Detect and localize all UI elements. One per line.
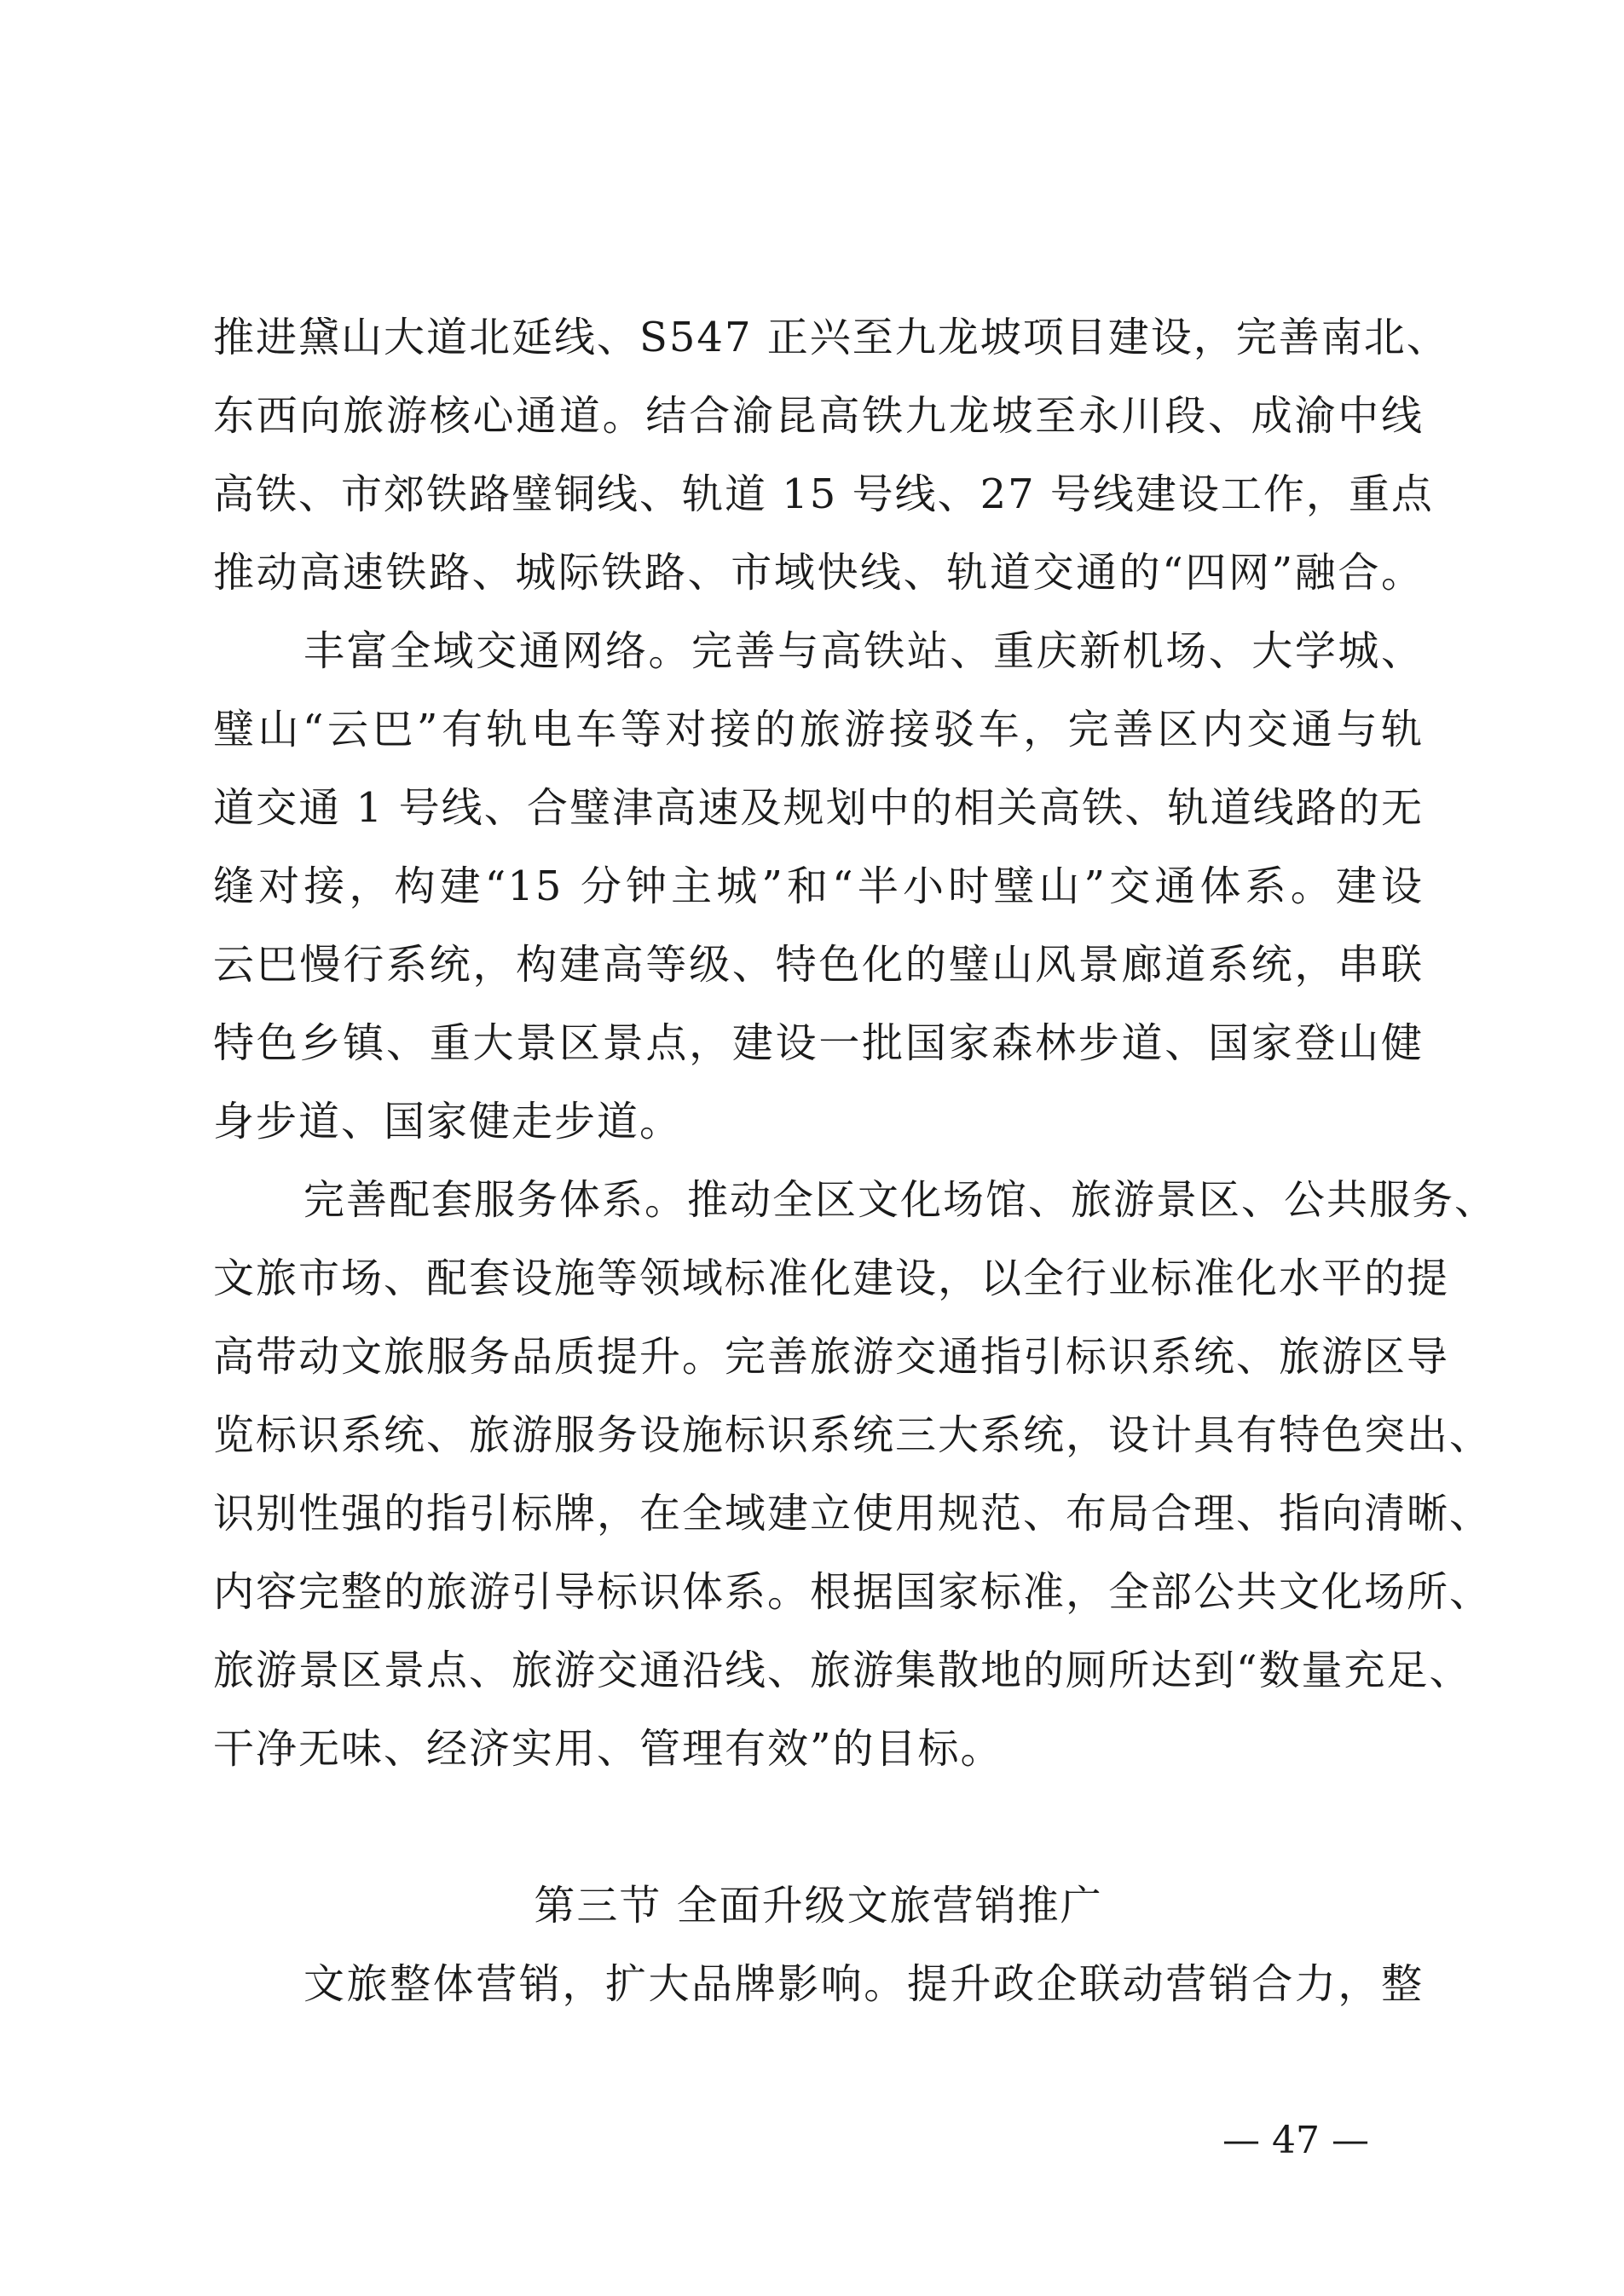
text-line: 识别性强的指引标牌，在全域建立使用规范、布局合理、指向清晰、 [213, 1490, 1493, 1537]
text-line: 东西向旅游核心通道。结合渝昆高铁九龙坡至永川段、成渝中线 [213, 392, 1424, 440]
text-line: 云巴慢行系统，构建高等级、特色化的璧山风景廊道系统，串联 [213, 941, 1424, 989]
text-line: 推动高速铁路、城际铁路、市域快线、轨道交通的“四网”融合。 [213, 549, 1424, 597]
text-line: 文旅市场、配套设施等领域标准化建设，以全行业标准化水平的提 [213, 1255, 1450, 1302]
paragraph [213, 612, 1424, 1161]
text-line: 特色乡镇、重大景区景点，建设一批国家森林步道、国家登山健 [213, 1019, 1424, 1067]
text-line: 内容完整的旅游引导标识体系。根据国家标准，全部公共文化场所、 [213, 1568, 1493, 1616]
text-line: 道交通 1 号线、合璧津高速及规划中的相关高铁、轨道线路的无 [213, 784, 1424, 832]
text-line: 丰富全域交通网络。完善与高铁站、重庆新机场、大学城、 [303, 627, 1424, 675]
text-line: 完善配套服务体系。推动全区文化场馆、旅游景区、公共服务、 [303, 1176, 1498, 1224]
text-line: 文旅整体营销，扩大品牌影响。提升政企联动营销合力，整 [303, 1960, 1424, 2008]
text-line: 览标识系统、旅游服务设施标识系统三大系统，设计具有特色突出、 [213, 1411, 1493, 1459]
paragraph [213, 1161, 1498, 1788]
text-line: 高带动文旅服务品质提升。完善旅游交通指引标识系统、旅游区导 [213, 1333, 1450, 1381]
text-line: 推进黛山大道北延线、S547 正兴至九龙坡项目建设，完善南北、 [213, 314, 1449, 361]
page-number: — 47 — [1222, 2119, 1369, 2162]
text-line: 璧山“云巴”有轨电车等对接的旅游接驳车，完善区内交通与轨 [213, 706, 1424, 753]
text-line: 高铁、市郊铁路璧铜线、轨道 15 号线、27 号线建设工作，重点 [213, 470, 1434, 518]
body-text [213, 298, 1498, 2023]
paragraph [213, 1945, 1424, 2023]
text-line: 缝对接，构建“15 分钟主城”和“半小时璧山”交通体系。建设 [213, 862, 1424, 910]
text-line: 身步道、国家健走步道。 [213, 1098, 683, 1145]
text-line: 旅游景区景点、旅游交通沿线、旅游集散地的厕所达到“数量充足、 [213, 1647, 1472, 1694]
section-heading: 第三节 全面升级文旅营销推广 [534, 1882, 1103, 1930]
spacer [213, 1788, 1424, 1866]
paragraph [213, 298, 1449, 612]
text-line: 干净无味、经济实用、管理有效”的目标。 [213, 1725, 1003, 1773]
